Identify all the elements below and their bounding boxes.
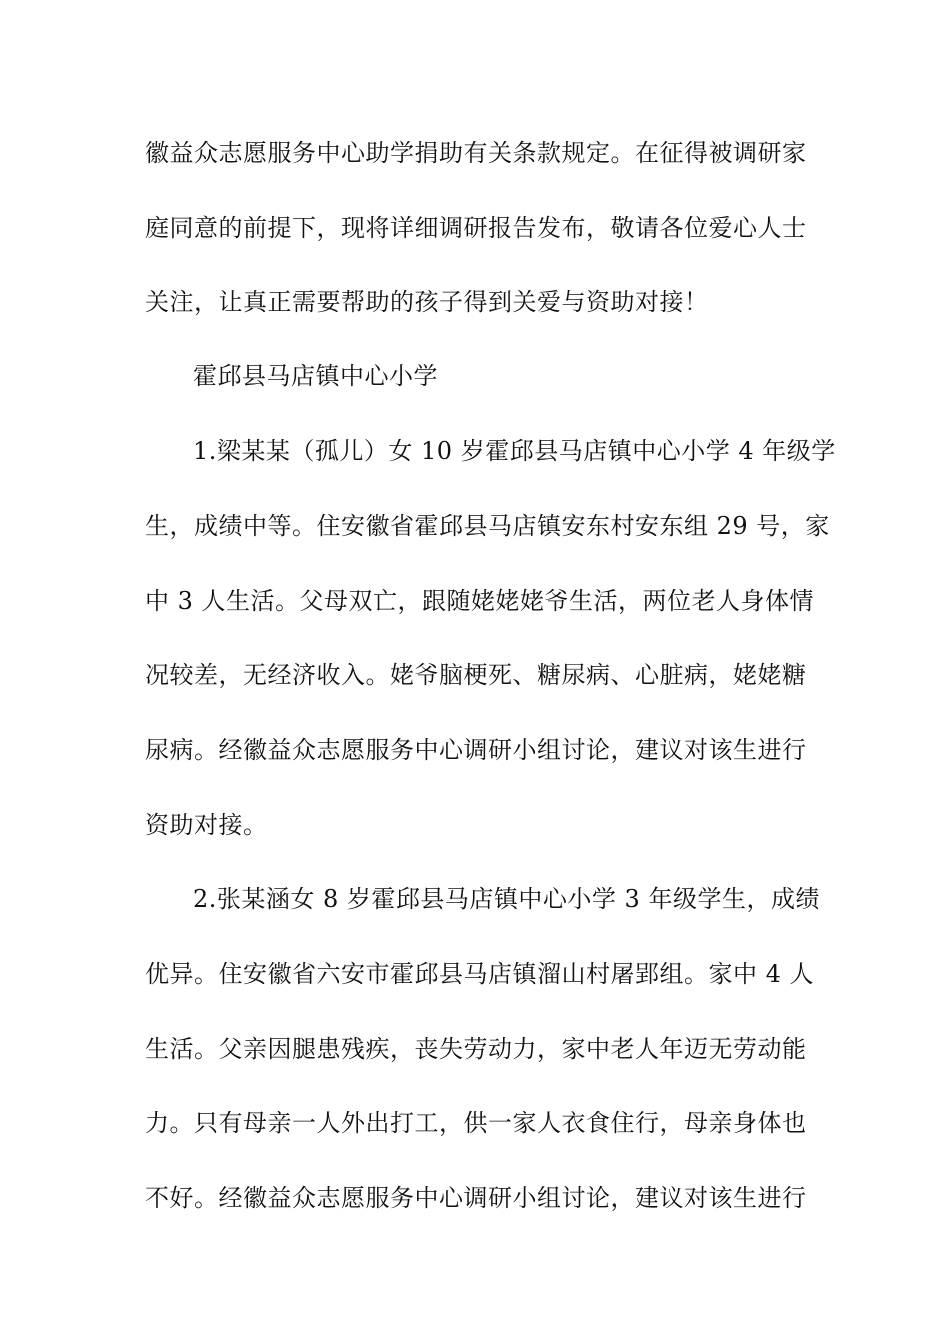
- paragraph-line: 徽益众志愿服务中心助学捐助有关条款规定。在征得被调研家: [145, 139, 807, 167]
- list-item-2-line: 力。只有母亲一人外出打工，供一家人衣食住行，母亲身体也: [145, 1109, 807, 1137]
- paragraph-line: 关注，让真正需要帮助的孩子得到关爱与资助对接！: [145, 288, 709, 316]
- list-item-1-line: 尿病。经徽益众志愿服务中心调研小组讨论，建议对该生进行: [145, 736, 807, 764]
- list-item-2-line: 不好。经徽益众志愿服务中心调研小组讨论，建议对该生进行: [145, 1184, 807, 1212]
- list-item-1-line: 1.梁某某（孤儿）女 10 岁霍邱县马店镇中心小学 4 年级学: [193, 437, 836, 465]
- paragraph-line: 庭同意的前提下，现将详细调研报告发布，敬请各位爱心人士: [145, 214, 807, 242]
- list-item-1-line: 资助对接。: [145, 811, 268, 839]
- section-heading: 霍邱县马店镇中心小学: [193, 362, 438, 390]
- list-item-1-line: 生，成绩中等。住安徽省霍邱县马店镇安东村安东组 29 号，家: [145, 512, 830, 540]
- list-item-2-line: 优异。住安徽省六安市霍邱县马店镇溜山村屠郢组。家中 4 人: [145, 960, 815, 988]
- list-item-2-line: 2.张某涵女 8 岁霍邱县马店镇中心小学 3 年级学生，成绩: [193, 885, 820, 913]
- list-item-2-line: 生活。父亲因腿患残疾，丧失劳动力，家中老人年迈无劳动能: [145, 1035, 807, 1063]
- list-item-1-line: 中 3 人生活。父母双亡，跟随姥姥姥爷生活，两位老人身体情: [145, 587, 815, 615]
- list-item-1-line: 况较差，无经济收入。姥爷脑梗死、糖尿病、心脏病，姥姥糖: [145, 661, 807, 689]
